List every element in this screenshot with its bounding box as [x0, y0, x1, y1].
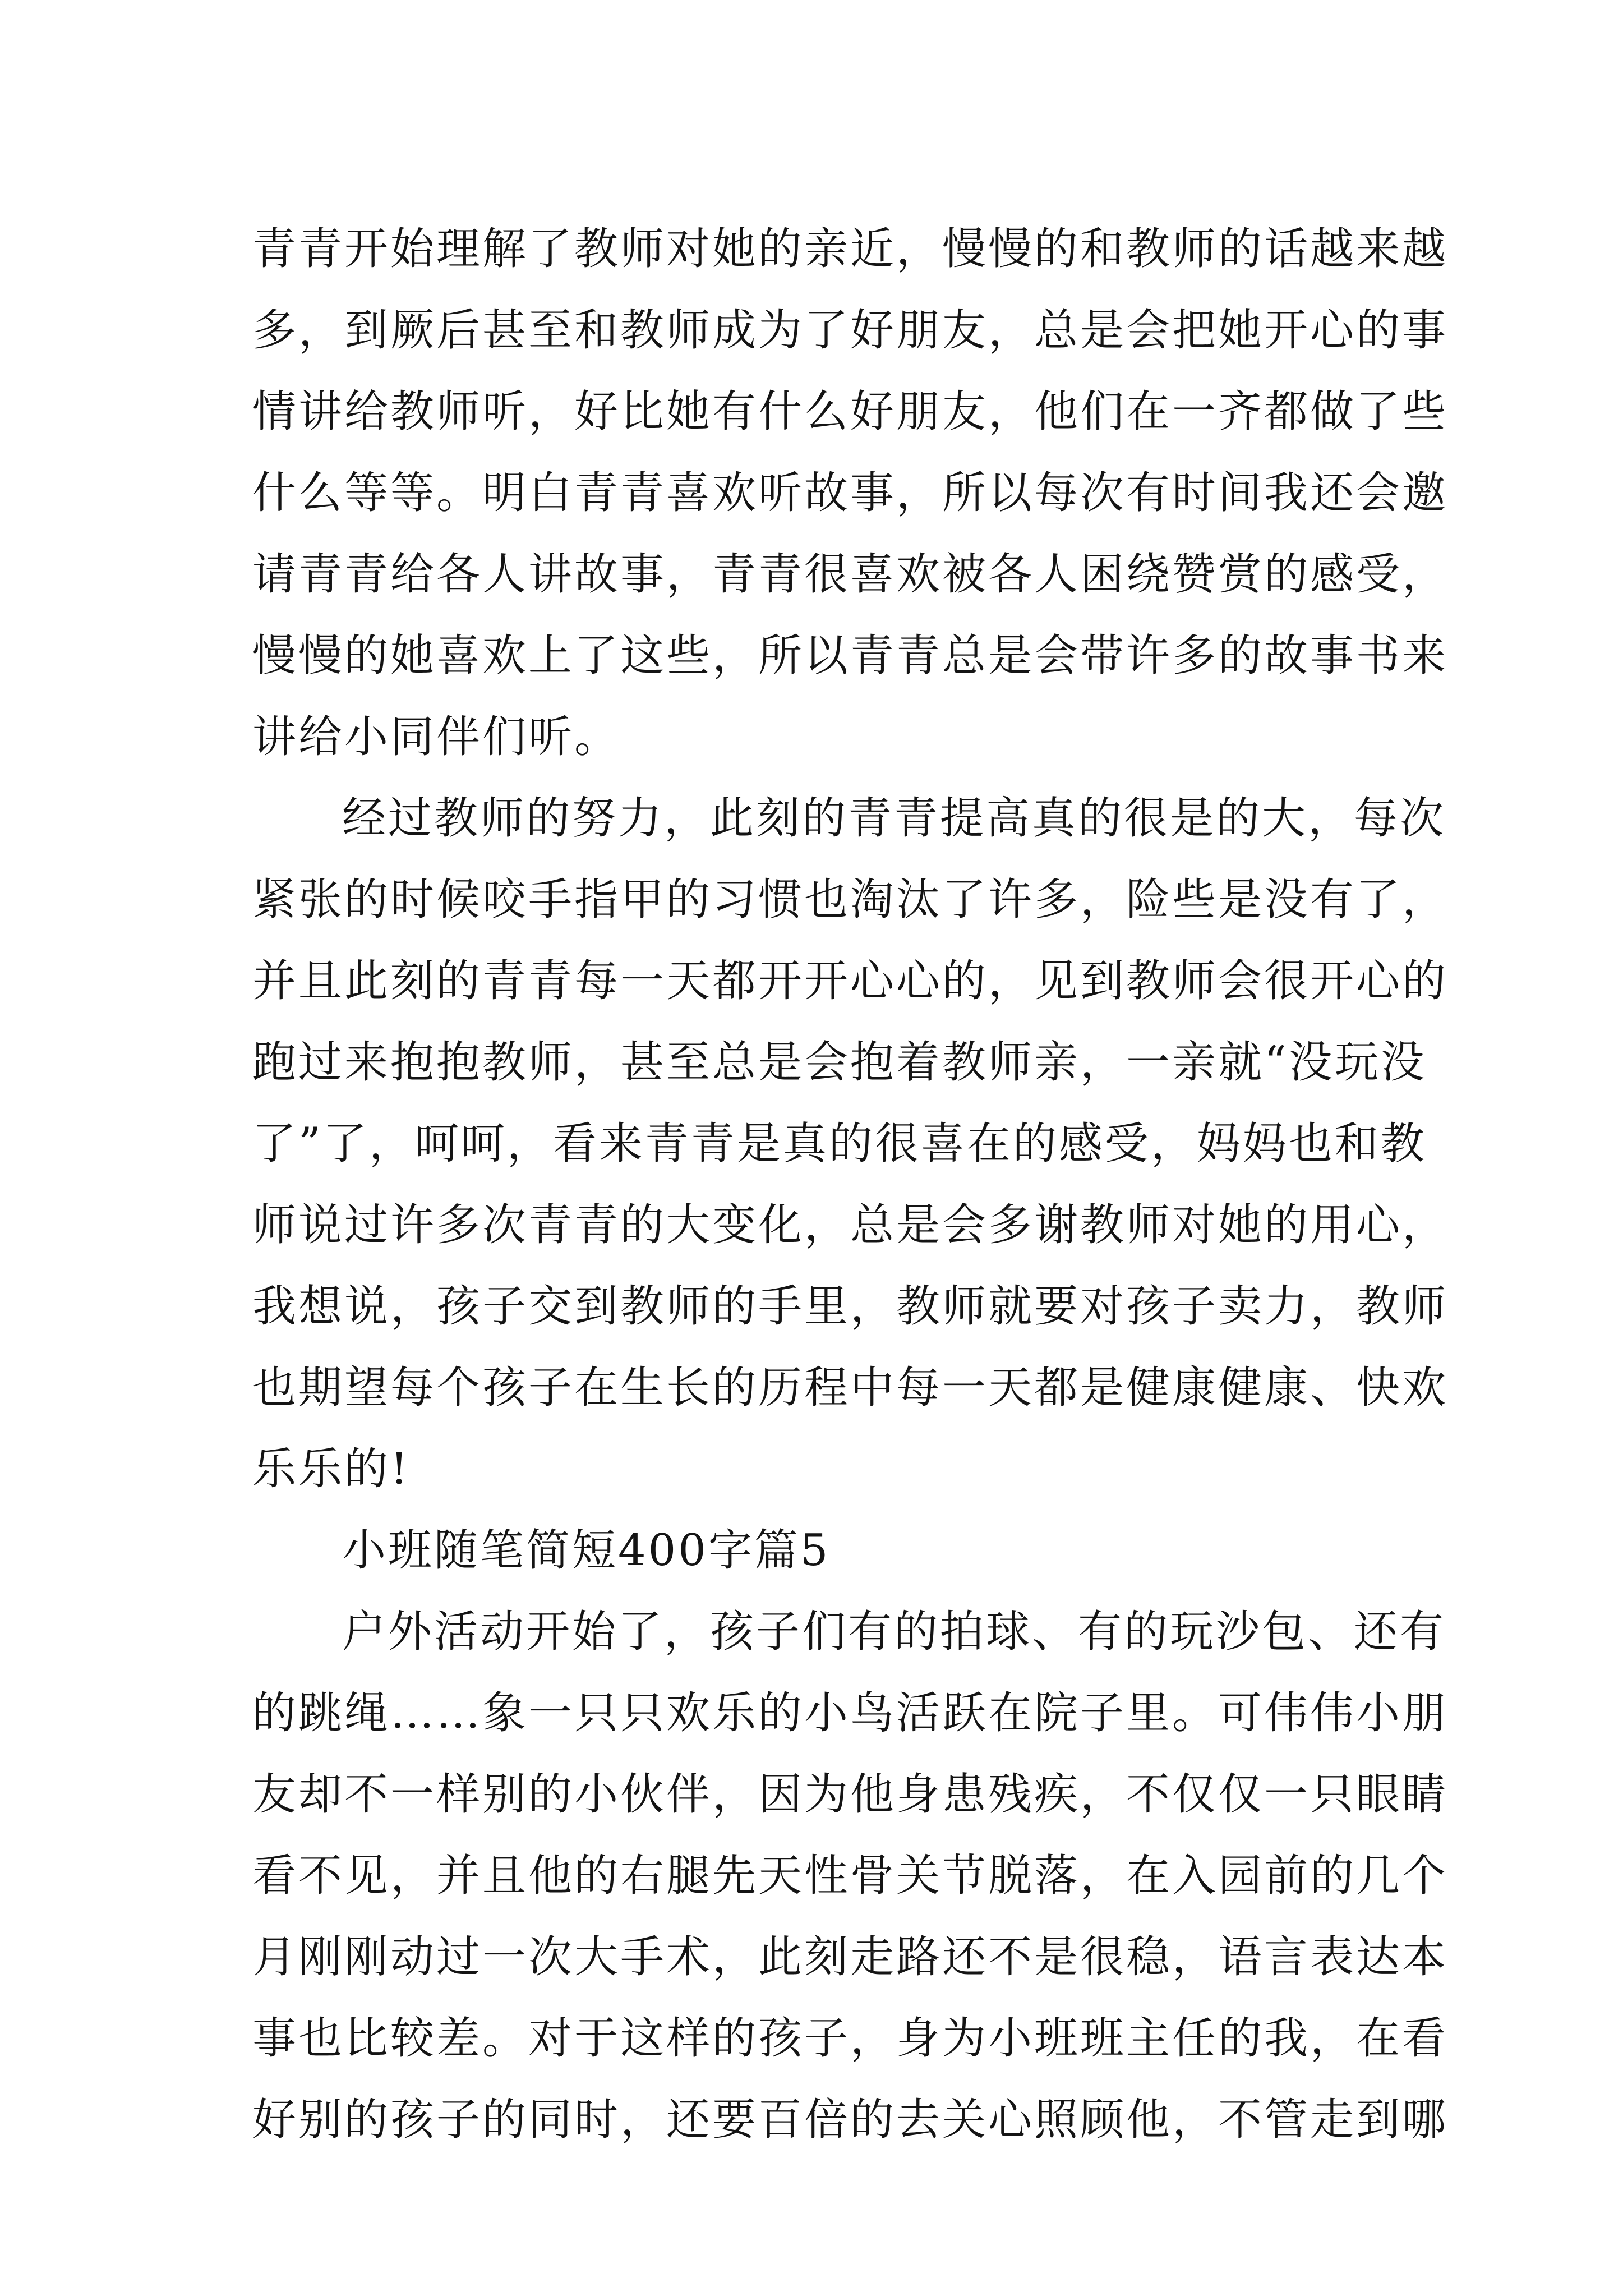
- text-line: 请青青给各人讲故事，青青很喜欢被各人困绕赞赏的感受，: [252, 549, 1449, 600]
- text-line: 讲给小同伴们听。: [252, 712, 621, 762]
- text-line: 情讲给教师听，好比她有什么好朋友，他们在一齐都做了些: [252, 386, 1449, 437]
- text-line: 月刚刚动过一次大手术，此刻走路还不是很稳，语言表达本: [252, 1932, 1449, 1982]
- paragraph-2: [252, 778, 1449, 1510]
- text-line: 并且此刻的青青每一天都开开心心的，见到教师会很开心的: [252, 956, 1449, 1006]
- text-line: 户外活动开始了，孩子们有的拍球、有的玩沙包、还有: [342, 1607, 1446, 1657]
- text-line: 友却不一样别的小伙伴，因为他身患残疾，不仅仅一只眼睛: [252, 1769, 1449, 1820]
- paragraph-1: [252, 209, 1449, 778]
- document-body: [252, 209, 1449, 2161]
- paragraph-3: [252, 1591, 1449, 2161]
- text-line: 也期望每个孩子在生长的历程中每一天都是健康健康、快欢: [252, 1363, 1449, 1413]
- text-line: 经过教师的努力，此刻的青青提高真的很是的大，每次: [342, 793, 1446, 844]
- text-line: 紧张的时候咬手指甲的习惯也淘汰了许多，险些是没有了，: [252, 875, 1449, 925]
- text-line: 事也比较差。对于这样的孩子，身为小班班主任的我，在看: [252, 2013, 1449, 2064]
- text-line: 慢慢的她喜欢上了这些，所以青青总是会带许多的故事书来: [252, 631, 1449, 681]
- text-line: 我想说，孩子交到教师的手里，教师就要对孩子卖力，教师: [252, 1281, 1449, 1332]
- section-title: 小班随笔简短400字篇5: [342, 1525, 831, 1576]
- text-line: 乐乐的!: [252, 1444, 411, 1494]
- text-line: 了”了，呵呵，看来青青是真的很喜在的感受，妈妈也和教: [252, 1119, 1427, 1169]
- text-line: 青青开始理解了教师对她的亲近，慢慢的和教师的话越来越: [252, 224, 1449, 274]
- text-line: 好别的孩子的同时，还要百倍的去关心照顾他，不管走到哪: [252, 2095, 1449, 2145]
- text-line: 看不见，并且他的右腿先天性骨关节脱落，在入园前的几个: [252, 1851, 1449, 1901]
- text-line: 多，到厥后甚至和教师成为了好朋友，总是会把她开心的事: [252, 305, 1449, 356]
- section-heading: [252, 1510, 1391, 1591]
- text-line: 跑过来抱抱教师，甚至总是会抱着教师亲，一亲就“没玩没: [252, 1037, 1427, 1088]
- text-line: 师说过许多次青青的大变化，总是会多谢教师对她的用心，: [252, 1200, 1449, 1250]
- text-line: 什么等等。明白青青喜欢听故事，所以每次有时间我还会邀: [252, 468, 1449, 518]
- text-line: 的跳绳……象一只只欢乐的小鸟活跃在院子里。可伟伟小朋: [252, 1688, 1449, 1738]
